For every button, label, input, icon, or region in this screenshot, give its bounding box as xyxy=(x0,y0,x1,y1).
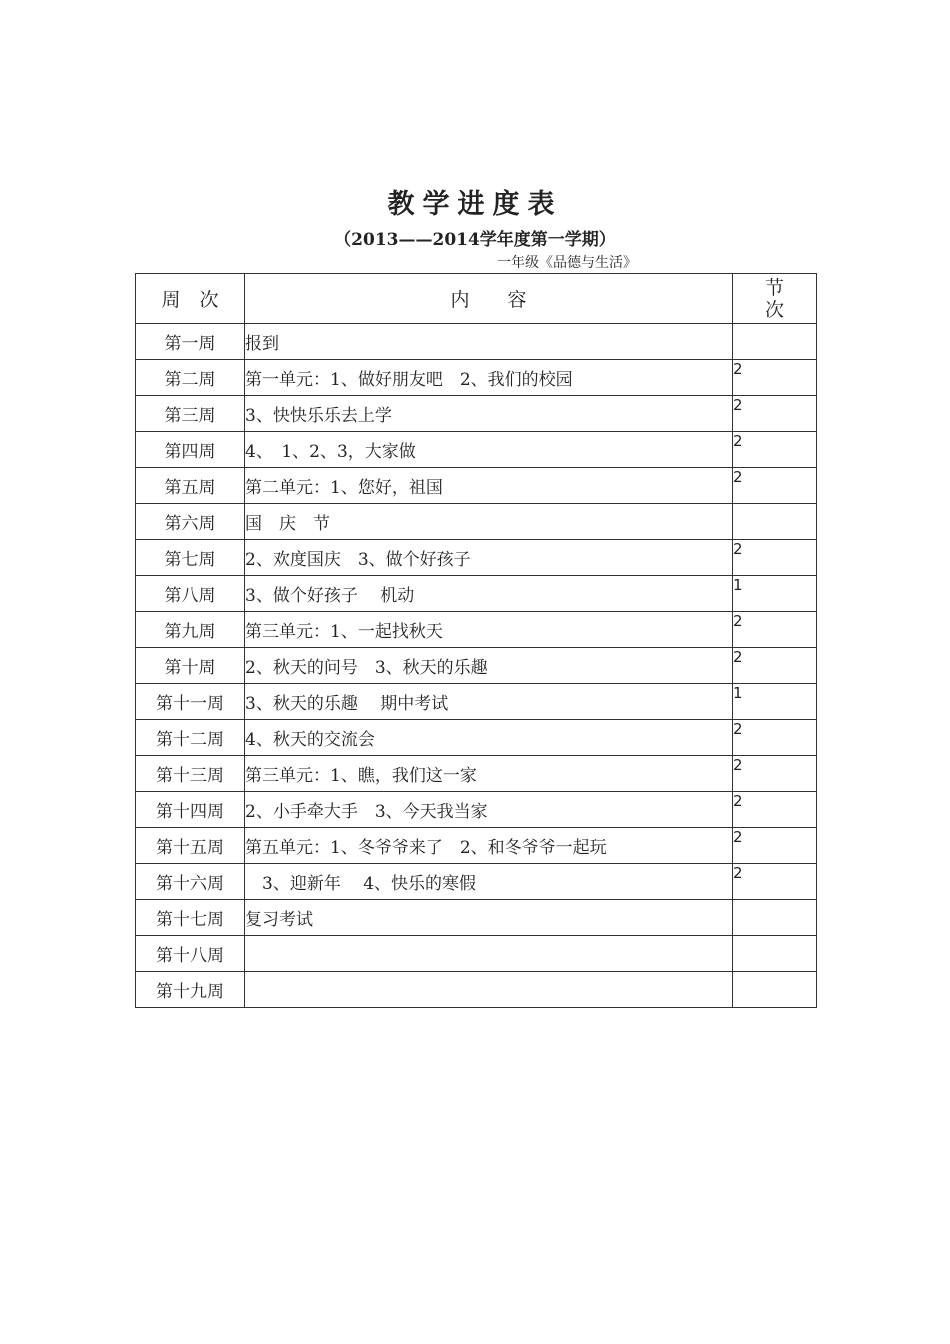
table-row xyxy=(136,936,817,972)
table-row xyxy=(136,396,817,432)
header-lessons-top: 节 xyxy=(764,276,784,299)
content-cell: 国 庆 节 xyxy=(245,504,733,540)
grade-subject-label: 一年级《品德与生活》 xyxy=(497,255,637,271)
table-row xyxy=(136,720,817,756)
table-row xyxy=(136,324,817,360)
week-cell: 第十四周 xyxy=(136,792,245,828)
content-cell: 第三单元：1、一起找秋天 xyxy=(245,612,733,648)
table-row xyxy=(136,648,817,684)
week-cell: 第六周 xyxy=(136,504,245,540)
content-cell: 第三单元：1、瞧，我们这一家 xyxy=(245,756,733,792)
week-cell: 第十八周 xyxy=(136,936,245,972)
header-lessons xyxy=(733,274,817,324)
lessons-cell: 2 xyxy=(733,360,817,396)
week-cell: 第七周 xyxy=(136,540,245,576)
table-row xyxy=(136,612,817,648)
lessons-cell: 1 xyxy=(733,576,817,612)
table-row xyxy=(136,864,817,900)
table-row xyxy=(136,468,817,504)
week-cell: 第十一周 xyxy=(136,684,245,720)
table-row xyxy=(136,432,817,468)
table-row xyxy=(136,828,817,864)
week-cell: 第三周 xyxy=(136,396,245,432)
week-cell: 第九周 xyxy=(136,612,245,648)
lessons-cell xyxy=(733,504,817,540)
table-row xyxy=(136,756,817,792)
content-cell: 第五单元：1、冬爷爷来了 2、和冬爷爷一起玩 xyxy=(245,828,733,864)
week-cell: 第十五周 xyxy=(136,828,245,864)
lessons-cell: 2 xyxy=(733,792,817,828)
lessons-cell xyxy=(733,900,817,936)
header-content: 内 容 xyxy=(245,274,733,324)
lessons-cell: 1 xyxy=(733,684,817,720)
week-cell: 第十二周 xyxy=(136,720,245,756)
content-cell: 3、秋天的乐趣 期中考试 xyxy=(245,684,733,720)
lessons-cell: 2 xyxy=(733,612,817,648)
content-cell: 4、 1、2、3，大家做 xyxy=(245,432,733,468)
content-cell: 2、秋天的问号 3、秋天的乐趣 xyxy=(245,648,733,684)
content-cell: 4、秋天的交流会 xyxy=(245,720,733,756)
schedule-table xyxy=(135,273,817,1008)
content-cell: 2、小手牵大手 3、今天我当家 xyxy=(245,792,733,828)
content-cell xyxy=(245,972,733,1008)
week-cell: 第五周 xyxy=(136,468,245,504)
week-cell: 第二周 xyxy=(136,360,245,396)
table-row xyxy=(136,972,817,1008)
content-cell: 第二单元：1、您好，祖国 xyxy=(245,468,733,504)
header-lessons-bottom: 次 xyxy=(764,298,784,321)
lessons-cell: 2 xyxy=(733,864,817,900)
lessons-cell: 2 xyxy=(733,756,817,792)
content-cell: 复习考试 xyxy=(245,900,733,936)
table-row xyxy=(136,576,817,612)
document-title: 教学进度表 xyxy=(387,189,563,220)
week-cell: 第十九周 xyxy=(136,972,245,1008)
content-cell: 报到 xyxy=(245,324,733,360)
table-row xyxy=(136,540,817,576)
week-cell: 第十六周 xyxy=(136,864,245,900)
week-cell: 第一周 xyxy=(136,324,245,360)
document-subtitle: （2013——2014学年度第一学期） xyxy=(334,230,616,250)
table-row xyxy=(136,360,817,396)
lessons-cell: 2 xyxy=(733,396,817,432)
content-cell: 3、迎新年 4、快乐的寒假 xyxy=(245,864,733,900)
content-cell xyxy=(245,936,733,972)
lessons-cell: 2 xyxy=(733,540,817,576)
lessons-cell: 2 xyxy=(733,648,817,684)
week-cell: 第十三周 xyxy=(136,756,245,792)
table-row xyxy=(136,900,817,936)
content-cell: 第一单元：1、做好朋友吧 2、我们的校园 xyxy=(245,360,733,396)
table-row xyxy=(136,504,817,540)
week-cell: 第四周 xyxy=(136,432,245,468)
table-row xyxy=(136,684,817,720)
table-body xyxy=(136,324,817,1008)
lessons-cell xyxy=(733,936,817,972)
content-cell: 3、做个好孩子 机动 xyxy=(245,576,733,612)
week-cell: 第十七周 xyxy=(136,900,245,936)
week-cell: 第八周 xyxy=(136,576,245,612)
table-row xyxy=(136,792,817,828)
lessons-cell xyxy=(733,324,817,360)
header-week: 周 次 xyxy=(136,274,245,324)
lessons-cell xyxy=(733,972,817,1008)
week-cell: 第十周 xyxy=(136,648,245,684)
content-cell: 2、欢度国庆 3、做个好孩子 xyxy=(245,540,733,576)
lessons-cell: 2 xyxy=(733,432,817,468)
lessons-cell: 2 xyxy=(733,468,817,504)
content-cell: 3、快快乐乐去上学 xyxy=(245,396,733,432)
table-header-row xyxy=(136,274,817,324)
lessons-cell: 2 xyxy=(733,828,817,864)
lessons-cell: 2 xyxy=(733,720,817,756)
